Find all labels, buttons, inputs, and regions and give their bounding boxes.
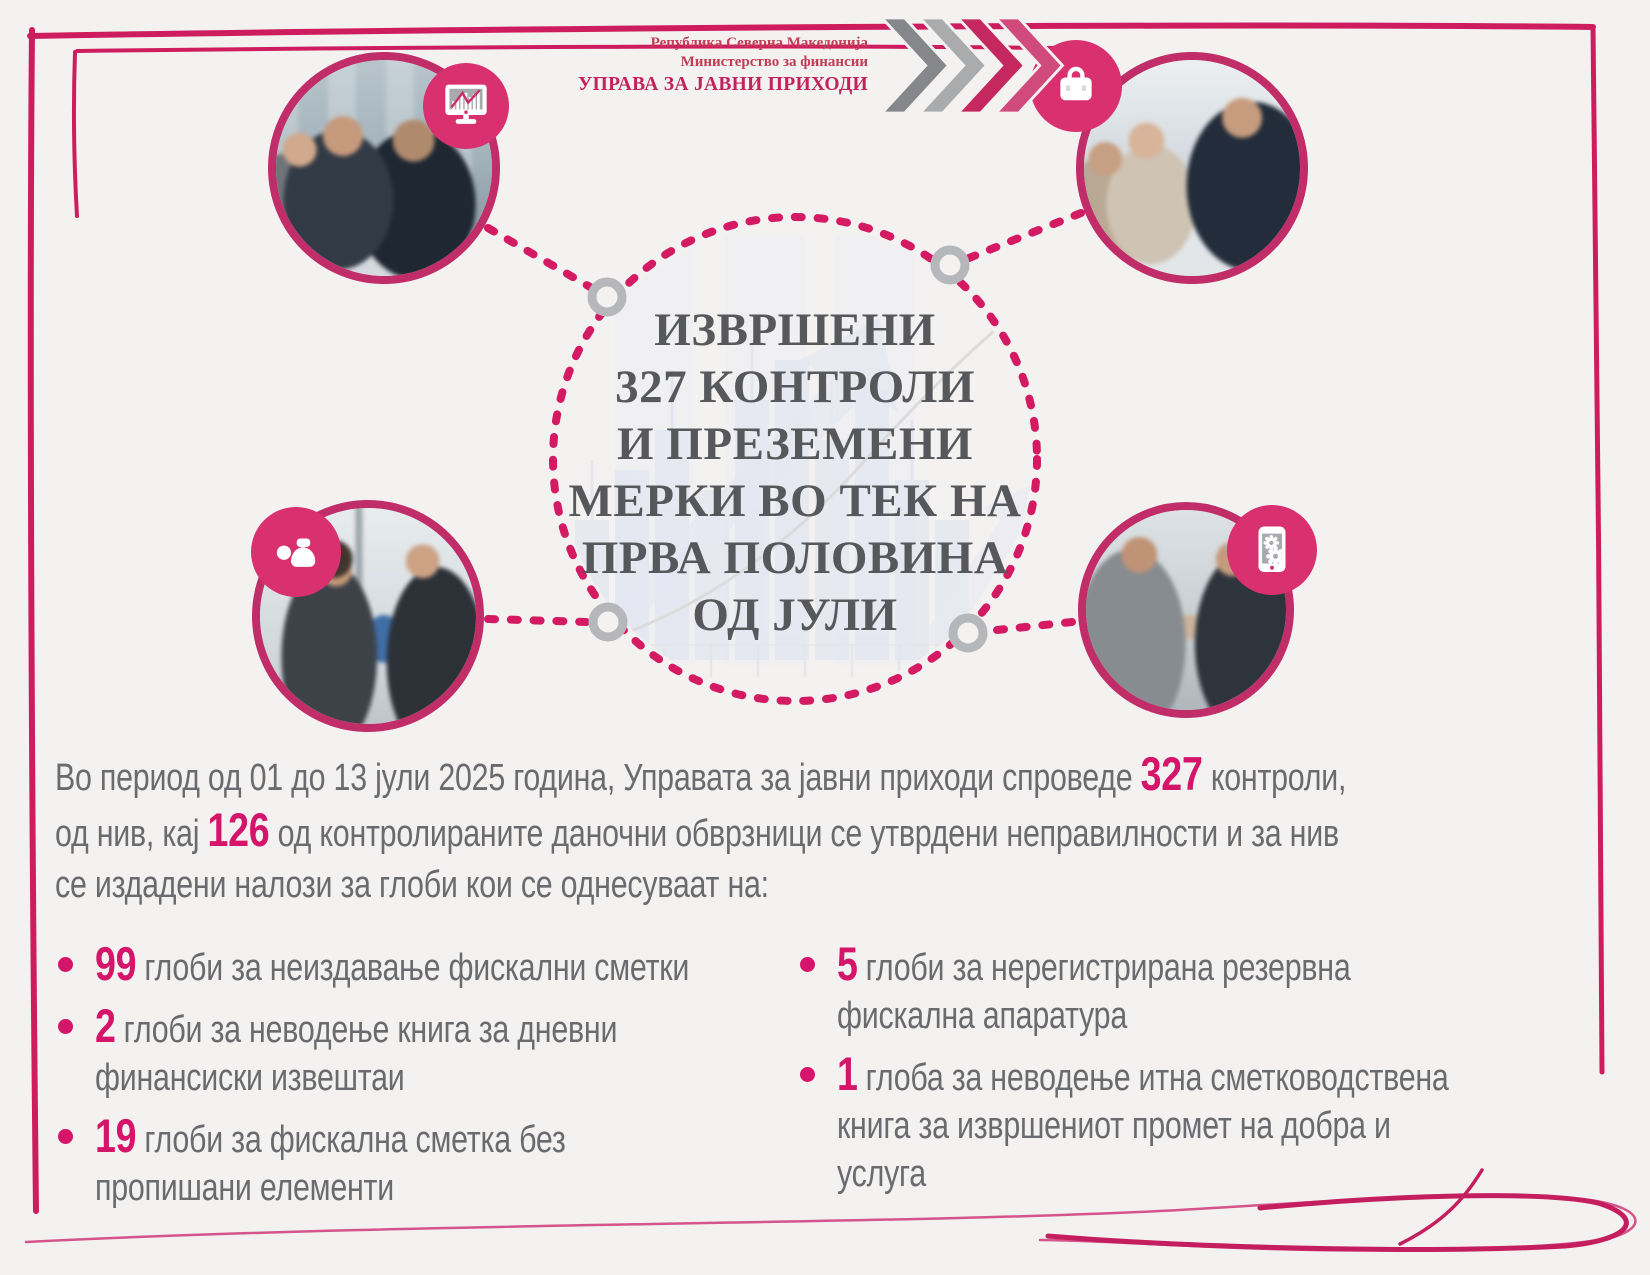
money-bags-icon (264, 520, 328, 584)
bullet-number: 5 (837, 937, 858, 990)
bullet-label-cont: фискална апаратура (837, 995, 1127, 1037)
bullet-label: глоба за неводење итна сметководствена (865, 1057, 1449, 1099)
paragraph-line-3: се издадени налози за глоби кои се однесуваат на: (55, 864, 769, 906)
chevrons-logo-icon (882, 18, 1072, 113)
connector-node-top-right (935, 250, 965, 280)
paragraph-line-2 (55, 804, 1599, 860)
bullet-number: 2 (95, 999, 116, 1052)
paragraph-text: контроли, (1202, 757, 1347, 799)
bullet-dot (800, 957, 815, 972)
bullet-text (837, 1047, 1541, 1198)
title-line-2: 327 КОНТРОЛИ (615, 361, 975, 413)
bullet-dot (58, 957, 73, 972)
connector-line-top-left (488, 228, 590, 287)
phone-gears-icon (1240, 518, 1304, 582)
paragraph-line-1 (55, 748, 1599, 804)
logo-text-line3: УПРАВА ЗА ЈАВНИ ПРИХОДИ (577, 74, 869, 95)
connector-line-top-right (969, 213, 1081, 258)
title-line-6: ОД ЈУЛИ (692, 589, 898, 641)
logo-text-line1: Република Северна Македонија (650, 35, 869, 51)
bullet-label-cont: пропишани елементи (95, 1167, 394, 1209)
bullet-text (95, 937, 799, 992)
title-line-1: ИЗВРШЕНИ (654, 304, 936, 356)
bullet-label-cont: услуга (837, 1153, 926, 1195)
bullet-label-cont: финансиски извештаи (95, 1057, 405, 1099)
title-line-3: И ПРЕЗЕМЕНИ (617, 418, 973, 470)
badge-bottom-left (251, 507, 341, 597)
irregularities-count: 126 (207, 803, 270, 856)
paragraph-text: од контролираните даночни обврзници се утврдени неправилности и за нив (269, 813, 1339, 855)
bullet-label: глоби за неиздавање фискални сметки (144, 947, 690, 989)
controls-count: 327 (1140, 747, 1203, 800)
bullet-text (95, 999, 799, 1102)
bullet-dot (800, 1067, 815, 1082)
bullet-number: 19 (95, 1109, 137, 1162)
bullet-number: 1 (837, 1047, 858, 1100)
bullet-item (800, 937, 1650, 1040)
bullet-dot (58, 1019, 73, 1034)
bullet-list-right (800, 937, 1650, 1208)
title-line-4: МЕРКИ ВО ТЕК НА (568, 475, 1022, 527)
logo-text-line2: Министерство за финансии (680, 54, 869, 70)
paragraph-text: од нив, кај (55, 813, 208, 855)
badge-bottom-right (1227, 505, 1317, 595)
bullet-text (95, 1109, 799, 1212)
bullet-label-cont: книга за извршениот промет на добра и (837, 1105, 1391, 1147)
intro-paragraph (55, 748, 1599, 911)
bullet-item (800, 1047, 1650, 1198)
logo-text (578, 34, 868, 97)
central-title (535, 302, 1055, 644)
bullet-label: глоби за нерегистрирана резервна (865, 947, 1351, 989)
title-line-5: ПРВА ПОЛОВИНА (581, 532, 1009, 584)
bullet-number: 99 (95, 937, 137, 990)
bullet-dot (58, 1129, 73, 1144)
bullet-label: глоби за неводење книга за дневни (123, 1009, 618, 1051)
bullet-label: глоби за фискална сметка без (144, 1119, 566, 1161)
ministry-logo (0, 18, 1650, 113)
paragraph-text: Во период од 01 до 13 јули 2025 година, Управата за јавни приходи спроведе (55, 757, 1141, 799)
bullet-text (837, 937, 1541, 1040)
